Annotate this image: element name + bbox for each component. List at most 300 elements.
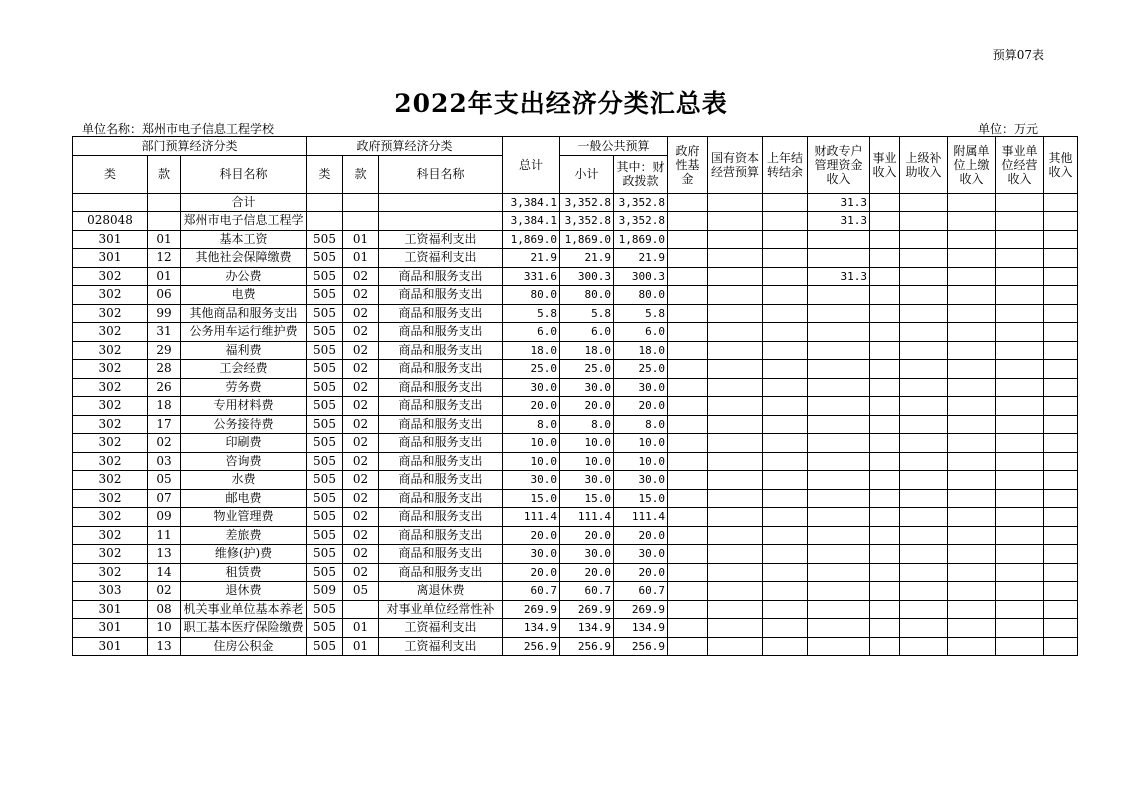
subtotal-cell: 20.0 [560, 397, 614, 416]
operating-income-cell [996, 471, 1044, 490]
carryover-cell [763, 563, 808, 582]
gov-fund-cell [668, 526, 708, 545]
table-row [73, 249, 1078, 268]
operating-income-cell [996, 545, 1044, 564]
affiliated-income-cell [948, 600, 996, 619]
state-capital-cell [708, 341, 763, 360]
fiscal-cell: 20.0 [614, 563, 668, 582]
subtotal-cell: 8.0 [560, 415, 614, 434]
gov-kuan-cell: 02 [343, 341, 379, 360]
dept-subject-cell: 水费 [181, 471, 307, 490]
gov-kuan-cell: 02 [343, 452, 379, 471]
operating-income-cell [996, 249, 1044, 268]
business-income-cell [870, 526, 900, 545]
affiliated-income-cell [948, 230, 996, 249]
gov-lei-cell: 505 [307, 360, 343, 379]
affiliated-income-cell [948, 526, 996, 545]
other-income-cell [1044, 508, 1078, 527]
dept-kuan-cell: 18 [148, 397, 181, 416]
table-row [73, 434, 1078, 453]
gov-kuan-cell: 02 [343, 508, 379, 527]
special-fund-cell [808, 415, 870, 434]
other-income-cell [1044, 545, 1078, 564]
subsidy-income-cell [900, 415, 948, 434]
gov-kuan-cell: 02 [343, 378, 379, 397]
carryover-cell [763, 471, 808, 490]
carryover-cell [763, 526, 808, 545]
other-income-cell [1044, 637, 1078, 656]
fiscal-cell: 111.4 [614, 508, 668, 527]
gov-lei-cell [307, 193, 343, 212]
gov-kuan-cell: 02 [343, 360, 379, 379]
business-income-cell [870, 378, 900, 397]
state-capital-cell [708, 637, 763, 656]
dept-lei-cell: 302 [73, 378, 148, 397]
special-fund-cell [808, 600, 870, 619]
special-fund-cell [808, 563, 870, 582]
state-capital-cell [708, 508, 763, 527]
dept-kuan-cell: 28 [148, 360, 181, 379]
fiscal-cell: 300.3 [614, 267, 668, 286]
gov-lei-cell: 505 [307, 563, 343, 582]
form-number: 预算07表 [992, 48, 1044, 62]
affiliated-income-cell [948, 434, 996, 453]
dept-kuan-cell: 02 [148, 434, 181, 453]
operating-income-cell [996, 360, 1044, 379]
other-income-cell [1044, 489, 1078, 508]
gov-kuan-cell: 05 [343, 582, 379, 601]
affiliated-income-cell [948, 452, 996, 471]
gov-lei-cell: 505 [307, 267, 343, 286]
gov-kuan-cell: 02 [343, 489, 379, 508]
state-capital-header: 国有资本经营预算 [708, 137, 763, 194]
dept-lei-cell [73, 193, 148, 212]
dept-subject-cell: 电费 [181, 286, 307, 305]
gov-subject-cell [379, 193, 503, 212]
subsidy-income-cell [900, 600, 948, 619]
gov-fund-cell [668, 360, 708, 379]
affiliated-income-cell [948, 471, 996, 490]
dept-subject-cell: 劳务费 [181, 378, 307, 397]
business-income-cell [870, 619, 900, 638]
state-capital-cell [708, 397, 763, 416]
affiliated-income-cell [948, 249, 996, 268]
gov-subject-cell: 工资福利支出 [379, 637, 503, 656]
state-capital-cell [708, 563, 763, 582]
dept-subject-cell: 其他社会保障缴费 [181, 249, 307, 268]
gov-subject-cell: 对事业单位经常性补 [379, 600, 503, 619]
operating-income-cell [996, 323, 1044, 342]
business-income-cell [870, 452, 900, 471]
subsidy-income-cell [900, 526, 948, 545]
gov-subject-cell: 商品和服务支出 [379, 360, 503, 379]
dept-subject-cell: 物业管理费 [181, 508, 307, 527]
gov-subject-cell: 商品和服务支出 [379, 267, 503, 286]
gov-fund-cell [668, 397, 708, 416]
carryover-cell [763, 489, 808, 508]
dept-kuan-cell: 01 [148, 230, 181, 249]
gov-fund-cell [668, 286, 708, 305]
affiliated-income-cell [948, 323, 996, 342]
dept-kuan-cell: 06 [148, 286, 181, 305]
dept-lei-cell: 303 [73, 582, 148, 601]
gov-lei-cell: 505 [307, 508, 343, 527]
dept-kuan-cell: 14 [148, 563, 181, 582]
carryover-cell [763, 397, 808, 416]
gov-fund-cell [668, 267, 708, 286]
subtotal-cell: 60.7 [560, 582, 614, 601]
gov-kuan-cell: 02 [343, 545, 379, 564]
dept-kuan-cell: 05 [148, 471, 181, 490]
table-row [73, 415, 1078, 434]
dept-subject-cell: 退休费 [181, 582, 307, 601]
business-income-cell [870, 563, 900, 582]
gov-subject-cell: 商品和服务支出 [379, 563, 503, 582]
other-income-cell [1044, 526, 1078, 545]
gov-subject-cell: 商品和服务支出 [379, 341, 503, 360]
subtotal-cell: 10.0 [560, 434, 614, 453]
dept-kuan-cell: 11 [148, 526, 181, 545]
currency-unit: 单位：万元 [977, 122, 1038, 136]
table-row [73, 582, 1078, 601]
dept-lei-cell: 302 [73, 452, 148, 471]
state-capital-cell [708, 230, 763, 249]
gov-kuan-cell: 02 [343, 415, 379, 434]
business-income-cell [870, 360, 900, 379]
fiscal-cell: 8.0 [614, 415, 668, 434]
fiscal-cell: 1,869.0 [614, 230, 668, 249]
carryover-cell [763, 452, 808, 471]
carryover-cell [763, 619, 808, 638]
subtotal-cell: 6.0 [560, 323, 614, 342]
dept-kuan-cell: 17 [148, 415, 181, 434]
operating-income-cell [996, 600, 1044, 619]
other-income-cell [1044, 323, 1078, 342]
gov-kuan-header: 款 [343, 155, 379, 193]
special-fund-cell [808, 619, 870, 638]
other-income-cell [1044, 341, 1078, 360]
special-fund-cell: 31.3 [808, 212, 870, 231]
subtotal-cell: 30.0 [560, 378, 614, 397]
affiliated-income-cell [948, 619, 996, 638]
other-income-cell [1044, 452, 1078, 471]
affiliated-income-cell [948, 286, 996, 305]
table-row [73, 545, 1078, 564]
affiliated-income-cell [948, 582, 996, 601]
special-fund-cell [808, 508, 870, 527]
total-cell: 3,384.1 [503, 193, 560, 212]
gov-subject-cell: 商品和服务支出 [379, 526, 503, 545]
gov-lei-cell: 505 [307, 545, 343, 564]
operating-income-cell [996, 508, 1044, 527]
dept-subject-cell: 邮电费 [181, 489, 307, 508]
affiliated-income-header: 附属单位上缴收入 [948, 137, 996, 194]
gov-kuan-cell: 01 [343, 619, 379, 638]
carryover-cell [763, 508, 808, 527]
gov-lei-cell: 505 [307, 471, 343, 490]
subsidy-income-cell [900, 489, 948, 508]
dept-subject-cell: 机关事业单位基本养老 [181, 600, 307, 619]
carryover-cell [763, 212, 808, 231]
business-income-cell [870, 582, 900, 601]
table-row [73, 230, 1078, 249]
subtotal-cell: 3,352.8 [560, 193, 614, 212]
dept-lei-cell: 302 [73, 415, 148, 434]
other-income-cell [1044, 582, 1078, 601]
gov-fund-cell [668, 323, 708, 342]
total-cell: 21.9 [503, 249, 560, 268]
subsidy-income-cell [900, 341, 948, 360]
special-fund-cell [808, 230, 870, 249]
subtotal-cell: 20.0 [560, 563, 614, 582]
dept-lei-cell: 301 [73, 619, 148, 638]
state-capital-cell [708, 267, 763, 286]
carryover-cell [763, 360, 808, 379]
operating-income-cell [996, 582, 1044, 601]
special-fund-cell [808, 452, 870, 471]
affiliated-income-cell [948, 360, 996, 379]
special-fund-cell [808, 471, 870, 490]
subtotal-cell: 20.0 [560, 526, 614, 545]
dept-kuan-cell [148, 212, 181, 231]
unit-name: 单位名称：郑州市电子信息工程学校 [82, 122, 275, 136]
table-row [73, 212, 1078, 231]
gov-fund-cell [668, 637, 708, 656]
operating-income-cell [996, 378, 1044, 397]
gov-lei-cell: 509 [307, 582, 343, 601]
dept-lei-cell: 302 [73, 563, 148, 582]
subsidy-income-cell [900, 249, 948, 268]
gov-fund-cell [668, 563, 708, 582]
affiliated-income-cell [948, 193, 996, 212]
gov-kuan-cell: 02 [343, 563, 379, 582]
business-income-cell [870, 304, 900, 323]
dept-lei-cell: 302 [73, 489, 148, 508]
gov-subject-cell: 商品和服务支出 [379, 415, 503, 434]
gov-kuan-cell: 01 [343, 249, 379, 268]
operating-income-cell [996, 637, 1044, 656]
dept-subject-cell: 住房公积金 [181, 637, 307, 656]
other-income-cell [1044, 378, 1078, 397]
state-capital-cell [708, 619, 763, 638]
dept-subject-cell: 维修(护)费 [181, 545, 307, 564]
gov-fund-cell [668, 415, 708, 434]
operating-income-cell [996, 619, 1044, 638]
dept-subject-cell: 福利费 [181, 341, 307, 360]
dept-subject-cell: 基本工资 [181, 230, 307, 249]
table-row [73, 323, 1078, 342]
state-capital-cell [708, 249, 763, 268]
subsidy-income-cell [900, 360, 948, 379]
gov-kuan-cell [343, 212, 379, 231]
gov-kuan-cell [343, 600, 379, 619]
subsidy-income-cell [900, 563, 948, 582]
gov-lei-cell: 505 [307, 434, 343, 453]
state-capital-cell [708, 434, 763, 453]
subsidy-income-cell [900, 230, 948, 249]
operating-income-cell [996, 193, 1044, 212]
business-income-cell [870, 489, 900, 508]
table-row [73, 378, 1078, 397]
state-capital-cell [708, 600, 763, 619]
subsidy-income-cell [900, 471, 948, 490]
carryover-cell [763, 304, 808, 323]
subsidy-income-cell [900, 397, 948, 416]
operating-income-cell [996, 563, 1044, 582]
affiliated-income-cell [948, 489, 996, 508]
gov-fund-cell [668, 619, 708, 638]
special-fund-cell [808, 286, 870, 305]
gov-kuan-cell: 02 [343, 323, 379, 342]
other-income-cell [1044, 434, 1078, 453]
total-cell: 331.6 [503, 267, 560, 286]
carryover-cell [763, 323, 808, 342]
subtotal-cell: 30.0 [560, 471, 614, 490]
other-income-cell [1044, 249, 1078, 268]
carryover-cell [763, 230, 808, 249]
gov-fund-cell [668, 212, 708, 231]
gov-kuan-cell: 01 [343, 230, 379, 249]
business-income-cell [870, 193, 900, 212]
dept-subject-cell: 郑州市电子信息工程学 [181, 212, 307, 231]
subtotal-cell: 30.0 [560, 545, 614, 564]
subsidy-income-cell [900, 545, 948, 564]
gov-fund-cell [668, 249, 708, 268]
subtotal-cell: 18.0 [560, 341, 614, 360]
table-row [73, 600, 1078, 619]
total-cell: 20.0 [503, 397, 560, 416]
special-fund-cell [808, 582, 870, 601]
carryover-cell [763, 378, 808, 397]
total-cell: 15.0 [503, 489, 560, 508]
gov-subject-cell: 商品和服务支出 [379, 304, 503, 323]
business-income-cell [870, 508, 900, 527]
dept-lei-cell: 302 [73, 397, 148, 416]
dept-subject-cell: 职工基本医疗保险缴费 [181, 619, 307, 638]
gov-fund-cell [668, 434, 708, 453]
fiscal-cell: 3,352.8 [614, 193, 668, 212]
subsidy-income-cell [900, 378, 948, 397]
dept-subject-cell: 咨询费 [181, 452, 307, 471]
business-income-cell [870, 545, 900, 564]
gov-subject-cell: 商品和服务支出 [379, 397, 503, 416]
carryover-cell [763, 600, 808, 619]
dept-subject-header: 科目名称 [181, 155, 307, 193]
special-fund-cell [808, 545, 870, 564]
operating-income-header: 事业单位经营收入 [996, 137, 1044, 194]
subtotal-cell: 15.0 [560, 489, 614, 508]
affiliated-income-cell [948, 304, 996, 323]
gov-subject-cell: 工资福利支出 [379, 619, 503, 638]
gov-kuan-cell: 02 [343, 434, 379, 453]
operating-income-cell [996, 415, 1044, 434]
total-cell: 20.0 [503, 563, 560, 582]
subtotal-cell: 80.0 [560, 286, 614, 305]
gov-subject-cell: 商品和服务支出 [379, 489, 503, 508]
gov-fund-cell [668, 341, 708, 360]
fiscal-cell: 30.0 [614, 471, 668, 490]
special-fund-cell: 31.3 [808, 193, 870, 212]
subsidy-income-cell [900, 582, 948, 601]
other-income-cell [1044, 193, 1078, 212]
table-row [73, 526, 1078, 545]
gov-fund-cell [668, 582, 708, 601]
fiscal-cell: 21.9 [614, 249, 668, 268]
table-row [73, 267, 1078, 286]
business-income-cell [870, 600, 900, 619]
gov-subject-cell: 商品和服务支出 [379, 471, 503, 490]
dept-kuan-cell: 09 [148, 508, 181, 527]
other-income-cell [1044, 212, 1078, 231]
other-income-cell [1044, 397, 1078, 416]
table-row [73, 304, 1078, 323]
gov-subject-cell: 商品和服务支出 [379, 545, 503, 564]
total-cell: 18.0 [503, 341, 560, 360]
operating-income-cell [996, 267, 1044, 286]
table-row [73, 397, 1078, 416]
gov-lei-cell: 505 [307, 378, 343, 397]
operating-income-cell [996, 341, 1044, 360]
gov-subject-cell [379, 212, 503, 231]
dept-subject-cell: 公务接待费 [181, 415, 307, 434]
business-income-cell [870, 397, 900, 416]
other-income-cell [1044, 415, 1078, 434]
gov-lei-cell: 505 [307, 489, 343, 508]
business-income-cell [870, 341, 900, 360]
gov-lei-cell: 505 [307, 619, 343, 638]
table-row [73, 193, 1078, 212]
dept-lei-cell: 301 [73, 230, 148, 249]
gov-fund-header: 政府性基金 [668, 137, 708, 194]
business-income-cell [870, 249, 900, 268]
subsidy-income-cell [900, 452, 948, 471]
other-income-cell [1044, 286, 1078, 305]
other-income-cell [1044, 471, 1078, 490]
fiscal-cell: 30.0 [614, 545, 668, 564]
dept-subject-cell: 印刷费 [181, 434, 307, 453]
carryover-cell [763, 286, 808, 305]
total-cell: 5.8 [503, 304, 560, 323]
affiliated-income-cell [948, 563, 996, 582]
affiliated-income-cell [948, 212, 996, 231]
affiliated-income-cell [948, 397, 996, 416]
business-income-cell [870, 434, 900, 453]
gov-lei-cell: 505 [307, 637, 343, 656]
total-cell: 30.0 [503, 378, 560, 397]
carryover-cell [763, 341, 808, 360]
subtotal-cell: 300.3 [560, 267, 614, 286]
table-row [73, 452, 1078, 471]
carryover-cell [763, 193, 808, 212]
dept-lei-cell: 302 [73, 341, 148, 360]
dept-kuan-cell [148, 193, 181, 212]
business-income-cell [870, 415, 900, 434]
subsidy-income-cell [900, 286, 948, 305]
state-capital-cell [708, 193, 763, 212]
dept-kuan-cell: 02 [148, 582, 181, 601]
affiliated-income-cell [948, 267, 996, 286]
operating-income-cell [996, 212, 1044, 231]
subtotal-cell: 21.9 [560, 249, 614, 268]
carryover-header: 上年结转结余 [763, 137, 808, 194]
dept-subject-cell: 差旅费 [181, 526, 307, 545]
gov-kuan-cell: 02 [343, 286, 379, 305]
dept-kuan-cell: 07 [148, 489, 181, 508]
total-cell: 6.0 [503, 323, 560, 342]
other-income-cell [1044, 563, 1078, 582]
dept-kuan-cell: 31 [148, 323, 181, 342]
total-cell: 1,869.0 [503, 230, 560, 249]
